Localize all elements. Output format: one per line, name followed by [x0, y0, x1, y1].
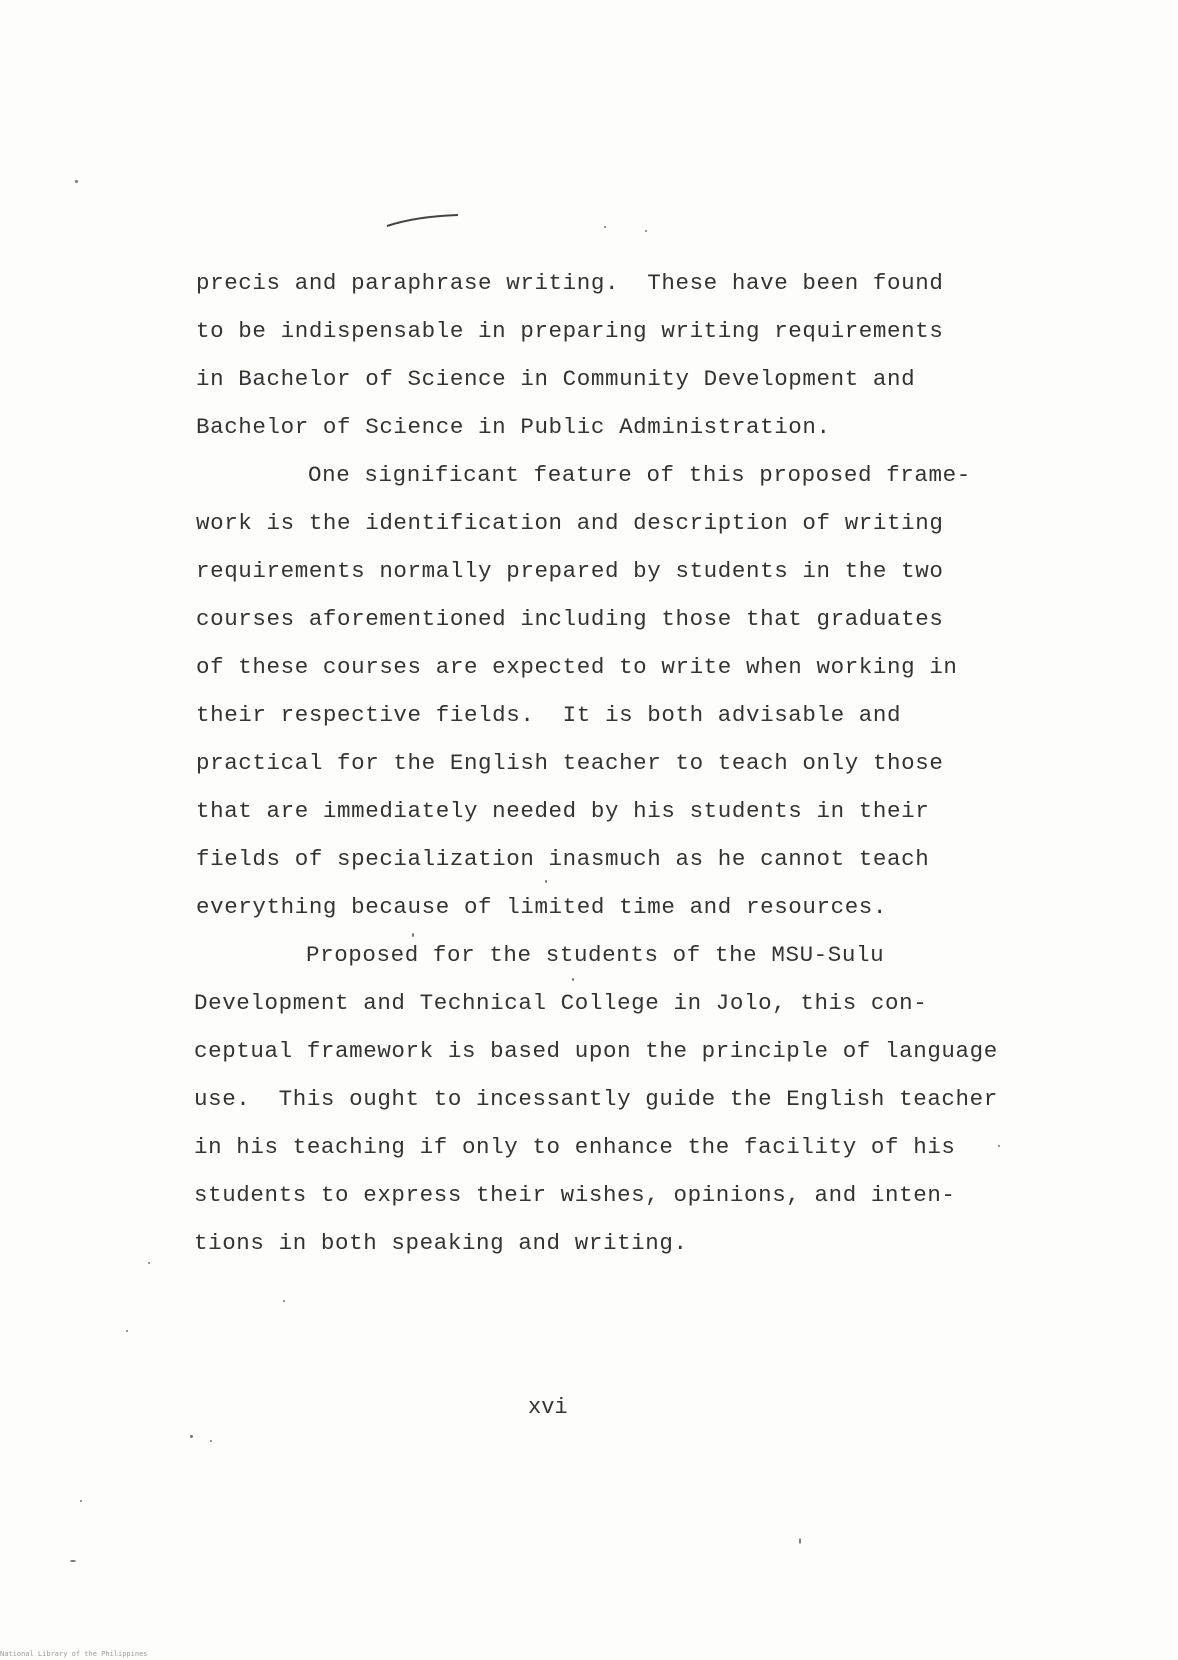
text-line: precis and paraphrase writing. These have been found [196, 270, 944, 296]
text-line: everything because of limited time and resources. [196, 894, 888, 920]
scan-speck [80, 1500, 82, 1502]
text-line: of these courses are expected to write when working in [196, 654, 958, 680]
scan-speck [126, 1330, 128, 1332]
text-line: their respective fields. It is both advisable and [196, 702, 902, 728]
scan-speck [190, 1435, 193, 1438]
text-line: tions in both speaking and writing. [194, 1230, 688, 1256]
scan-speck [75, 180, 78, 183]
text-line: use. This ought to incessantly guide the English teacher [194, 1086, 998, 1112]
text-line: work is the identification and description of writing [196, 510, 944, 536]
scan-speck [412, 933, 414, 937]
pen-stroke-mark [385, 212, 460, 230]
text-line: that are immediately needed by his students in their [196, 798, 930, 824]
page-number: xvi [528, 1395, 568, 1420]
scan-speck [283, 1300, 285, 1302]
text-line: Development and Technical College in Jolo, this con- [194, 990, 928, 1016]
scan-speck [604, 226, 606, 228]
text-line: Proposed for the students of the MSU-Sulu [306, 942, 885, 968]
text-line: in Bachelor of Science in Community Development and [196, 366, 916, 392]
footer-watermark: National Library of the Philippines [0, 1650, 148, 1658]
text-line: One significant feature of this proposed frame- [308, 462, 971, 488]
text-line: in his teaching if only to enhance the facility of his [194, 1134, 956, 1160]
text-line: to be indispensable in preparing writing requirements [196, 318, 944, 344]
scan-speck [572, 978, 574, 981]
scan-speck [799, 1538, 801, 1544]
text-line: ceptual framework is based upon the principle of language [194, 1038, 998, 1064]
scan-speck [70, 1560, 76, 1562]
text-line: practical for the English teacher to teach only those [196, 750, 944, 776]
scan-speck [998, 1145, 1000, 1147]
scan-speck [545, 880, 547, 883]
text-line: courses aforementioned including those that graduates [196, 606, 944, 632]
scan-speck [210, 1440, 212, 1442]
scan-speck [645, 230, 647, 232]
text-line: requirements normally prepared by students in the two [196, 558, 944, 584]
text-line: Bachelor of Science in Public Administration. [196, 414, 831, 440]
text-line: fields of specialization inasmuch as he cannot teach [196, 846, 930, 872]
text-line: students to express their wishes, opinions, and inten- [194, 1182, 956, 1208]
scan-speck [148, 1262, 150, 1264]
